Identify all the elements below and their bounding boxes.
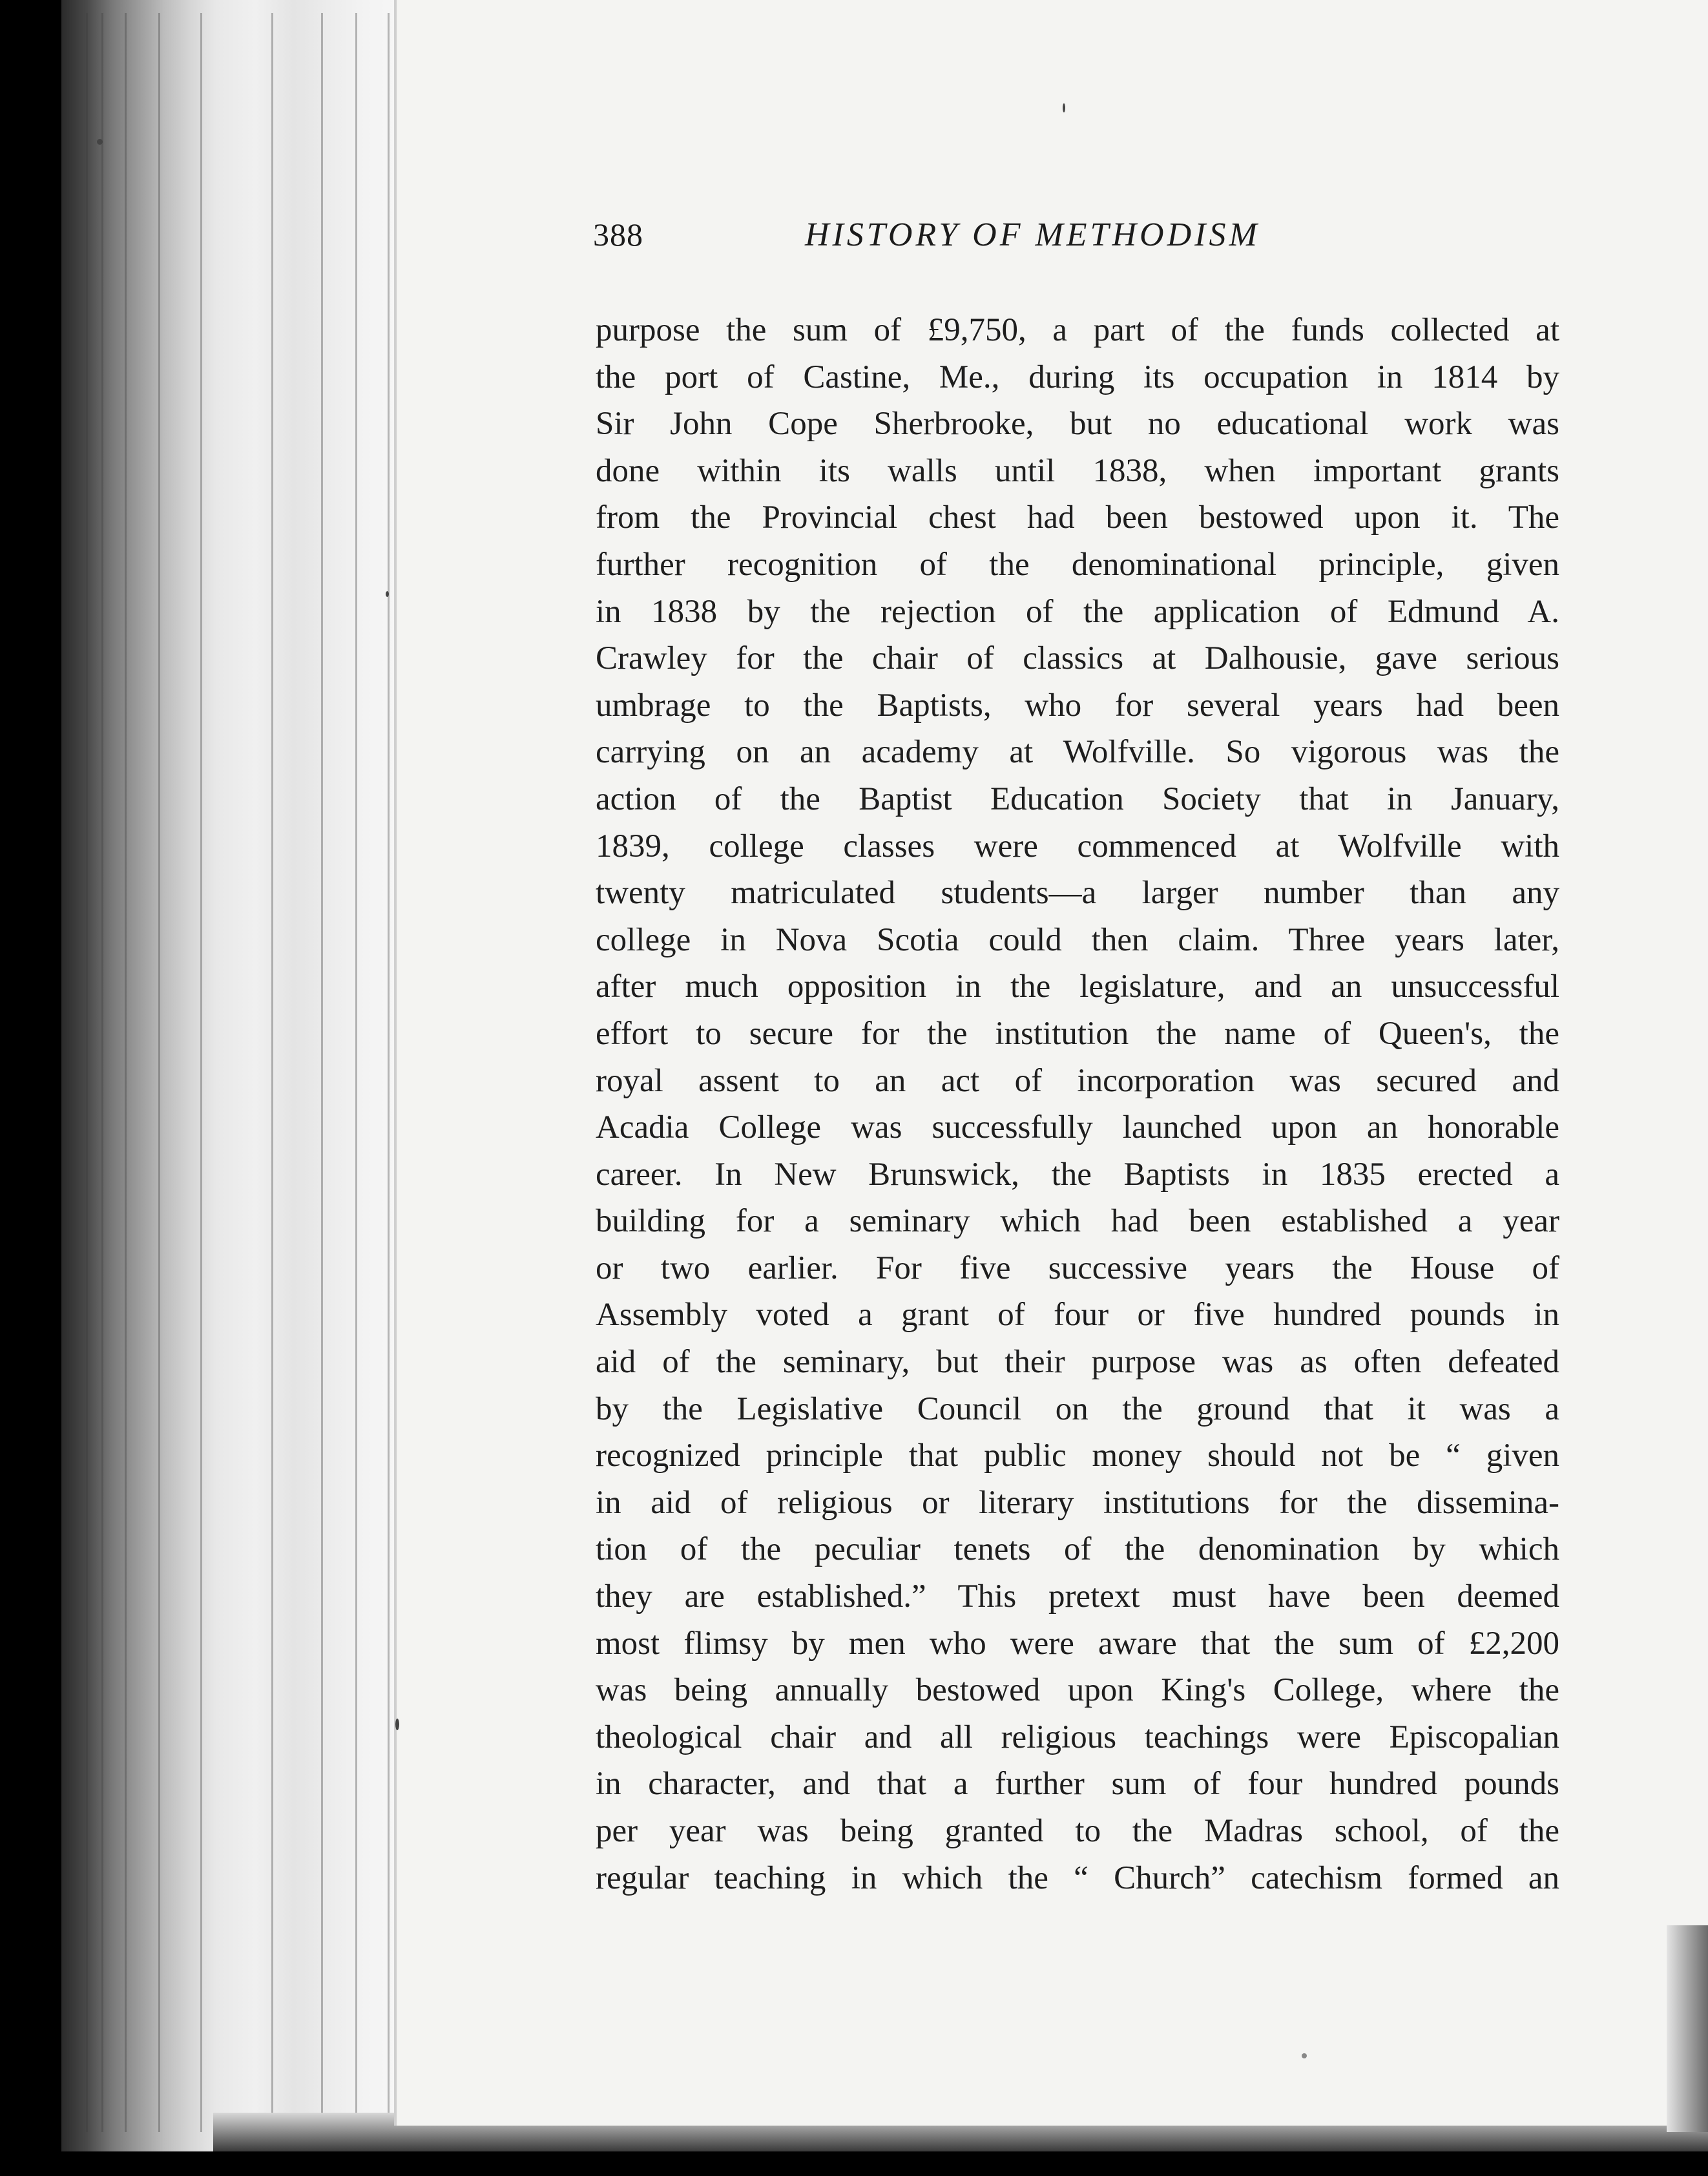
text-line: effort to secure for the institution the name of Queen's, the [596,1015,1559,1052]
text-line: was being annually bestowed upon King's College, where the [596,1672,1559,1709]
text-line: most flimsy by men who were aware that the sum of £2,200 [596,1625,1559,1662]
text-line: they are established.” This pretext must have been deemed [596,1578,1559,1615]
text-line: 1839, college classes were commenced at Wolfville with [596,828,1559,864]
text-line: career. In New Brunswick, the Baptists in 1835 erected a [596,1156,1559,1193]
text-line: by the Legislative Council on the ground that it was a [596,1390,1559,1427]
text-line: college in Nova Scotia could then claim. Three years later, [596,921,1559,958]
text-line: recognized principle that public money should not be “ given [596,1438,1559,1474]
text-line: further recognition of the denominational principle, given [596,546,1559,583]
text-line: in aid of religious or literary institutions for the dissemina- [596,1484,1559,1521]
text-line: Acadia College was successfully launched upon an honorable [596,1109,1559,1146]
text-line: theological chair and all religious teachings were Episcopalian [596,1719,1559,1755]
text-line: royal assent to an act of incorporation was secured and [596,1062,1559,1099]
text-line: the port of Castine, Me., during its occupation in 1814 by [596,359,1559,395]
text-line: purpose the sum of £9,750, a part of the funds collected at [596,312,1559,348]
text-line: per year was being granted to the Madras school, of the [596,1813,1559,1849]
text-line: Sir John Cope Sherbrooke, but no educational work was [596,406,1559,443]
text-line: in character, and that a further sum of four hundred pounds [596,1766,1559,1803]
text-line: action of the Baptist Education Society that in January, [596,780,1559,817]
text-line: tion of the peculiar tenets of the denomination by which [596,1531,1559,1568]
text-line: after much opposition in the legislature, and an unsuccessful [596,968,1559,1005]
text-line: in 1838 by the rejection of the application of Edmund A. [596,593,1559,630]
text-line: done within its walls until 1838, when important grants [596,452,1559,489]
text-line: umbrage to the Baptists, who for several years had been [596,687,1559,724]
page-corner-shadow [1667,1925,1708,2132]
text-line: aid of the seminary, but their purpose was as often defeated [596,1344,1559,1381]
text-line: regular teaching in which the “ Church” catechism formed an [596,1859,1559,1896]
book-page-edges [61,0,397,2151]
text-line: from the Provincial chest had been bestowed upon it. The [596,499,1559,536]
page-header [593,216,1562,267]
body-text [596,307,1559,1901]
text-line: Crawley for the chair of classics at Dalhousie, gave serious [596,640,1559,677]
text-line: building for a seminary which had been established a year [596,1203,1559,1240]
text-line: Assembly voted a grant of four or five hundred pounds in [596,1297,1559,1334]
text-line: carrying on an academy at Wolfville. So vigorous was the [596,734,1559,771]
running-title: HISTORY OF METHODISM [805,216,1260,253]
text-line: twenty matriculated students—a larger number than any [596,875,1559,912]
page-number: 388 [593,216,643,253]
text-line: or two earlier. For five successive years the House of [596,1250,1559,1286]
